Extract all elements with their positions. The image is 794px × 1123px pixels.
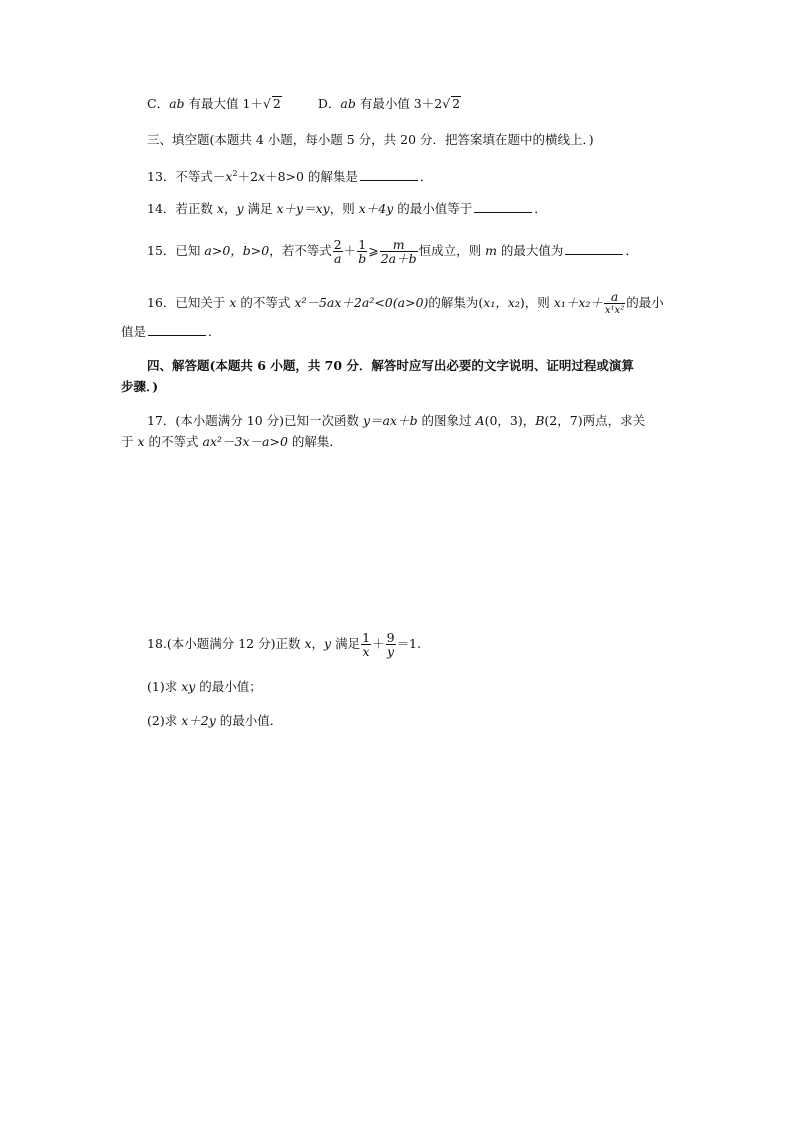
q15-plus: ＋ (343, 243, 357, 258)
q16-answer-blank[interactable] (148, 324, 206, 336)
q15-prefix: 15．已知 (147, 243, 205, 258)
option-c-var: ab (169, 96, 185, 111)
option-c-sqrt: 2 (272, 96, 281, 111)
question-15 (147, 234, 638, 268)
q17-function: y＝ax＋b (363, 413, 418, 428)
option-d-var: ab (340, 96, 356, 111)
q17-line1-b: 的图象过 (417, 413, 476, 428)
q14-answer-blank[interactable] (474, 201, 532, 213)
q18-f2-den: y (387, 644, 395, 659)
section4-heading-line2: 步骤．) (121, 379, 159, 394)
q17-point-a: A (475, 413, 485, 428)
q17-coord-b: (2，7)两点，求关 (544, 413, 646, 428)
q15-fraction-2-a (333, 238, 343, 265)
q16-roots: x₁，x₂ (483, 295, 520, 310)
q15-f2-num: 1 (358, 237, 367, 252)
q13-x1: x (225, 169, 233, 185)
q16-line2: 值是 (121, 324, 147, 339)
question-18-part2 (147, 713, 282, 729)
q16-text3: )，则 (519, 295, 554, 310)
q18-fraction-1-x (361, 631, 371, 658)
q14-end: ． (534, 201, 547, 216)
q13-answer-blank[interactable] (360, 169, 418, 181)
q16-f-num: a (604, 290, 625, 304)
q15-end: ． (625, 243, 638, 258)
q18-x: x (304, 636, 312, 651)
option-d-sqrt: 2 (452, 96, 461, 111)
option-d-text: 有最小值 3＋2 (355, 96, 443, 111)
q14-x: x (216, 201, 224, 216)
q16-prefix: 16．已知关于 (147, 295, 230, 310)
option-c-text: 有最大值 1＋ (184, 96, 263, 111)
q18-sub2-a: (2)求 (147, 713, 182, 728)
q15-text2: 恒成立，则 (418, 243, 486, 258)
q13-x2: x (258, 169, 266, 185)
question-18-part1 (147, 679, 262, 695)
q17-point-b: B (535, 413, 545, 428)
question-16-line2 (121, 324, 221, 340)
q16-x: x (229, 295, 237, 310)
q18-sub1-a: (1)求 (147, 679, 182, 694)
q15-answer-blank[interactable] (565, 243, 623, 255)
q16-fraction (604, 290, 625, 317)
q14-prefix: 14．若正数 (147, 201, 217, 216)
q18-sub2-b: 的最小值． (215, 713, 283, 728)
q17-line2-c: 的解集． (287, 434, 342, 449)
q15-f1-den: a (333, 251, 342, 266)
q18-tail: ＝1. (396, 636, 421, 651)
q14-text1: 满足 (243, 201, 277, 216)
q16-sum: x₁＋x₂＋ (553, 295, 603, 310)
question-17-line1 (147, 413, 645, 429)
q13-tail: ＋8>0 的解集是 (265, 169, 358, 185)
q14-text2: ，则 (329, 201, 359, 216)
q14-text3: 的最小值等于 (393, 201, 473, 216)
q15-f3-num: m (380, 238, 418, 252)
q15-fraction-m (380, 238, 418, 265)
section4-heading-line1: 四、解答题(本题共 6 小题，共 70 分．解答时应写出必要的文字说明、证明过程或演算 (147, 358, 634, 373)
q15-condition: a>0，b>0 (204, 243, 270, 258)
q17-line2-a: 于 (121, 434, 138, 449)
q18-y: y (324, 636, 332, 651)
q17-inequality: ax²－3x－a>0 (202, 434, 288, 449)
q16-end: ． (208, 324, 221, 339)
q15-geq: ⩾ (368, 243, 379, 258)
q15-text1: ，若不等式 (269, 243, 332, 258)
option-d-label: D． (317, 96, 341, 111)
q13-mid: ＋2 (237, 169, 259, 185)
q16-text1: 的不等式 (236, 295, 295, 310)
q14-equation: x＋y＝xy (276, 201, 330, 216)
q13-end: ． (419, 169, 433, 185)
q16-text4: 的最小 (626, 295, 664, 310)
q18-sub1-expr: xy (181, 679, 196, 694)
q18-f1-den: x (362, 644, 370, 659)
q15-text3: 的最大值为 (496, 243, 564, 258)
q15-m: m (485, 243, 497, 258)
q15-fraction-1-b (357, 238, 367, 265)
q18-sub1-b: 的最小值； (195, 679, 262, 694)
question-17-line2 (121, 434, 342, 450)
q13-exp: 2 (232, 169, 238, 178)
question-16-line1 (147, 286, 664, 320)
q18-prefix: 18.(本小题满分 12 分)正数 (147, 636, 305, 651)
q16-text2: 的解集为( (428, 295, 484, 310)
q15-f2-den: b (358, 251, 367, 266)
q17-line2-b: 的不等式 (144, 434, 203, 449)
q17-x: x (137, 434, 145, 449)
question-14 (147, 201, 547, 217)
q18-comma: ， (311, 636, 325, 651)
question-13 (147, 166, 432, 185)
q18-text1: 满足 (331, 636, 361, 651)
q15-f1-num: 2 (333, 237, 342, 252)
section3-heading: 三、填空题(本题共 4 小题，每小题 5 分，共 20 分．把答案填在题中的横线上．) (147, 132, 594, 147)
q16-inequality: x²－5ax＋2a²<0(a>0) (294, 295, 429, 310)
q14-y: y (236, 201, 244, 216)
q18-fraction-9-y (386, 631, 396, 658)
q18-sub2-expr: x＋2y (181, 713, 216, 728)
q14-comma: ， (223, 201, 237, 216)
q15-f3-den: 2a＋b (380, 251, 417, 266)
q14-expression: x＋4y (358, 201, 394, 216)
q18-plus: ＋ (372, 636, 385, 651)
q18-f1-num: 1 (362, 630, 371, 645)
q12-options: C．ab 有最大值 1＋√ 2 D．ab 有最小值 3＋2√ 2 (147, 96, 461, 111)
q18-f2-num: 9 (386, 630, 395, 645)
q17-coord-a: (0，3)， (484, 413, 536, 428)
q17-line1-a: 17．(本小题满分 10 分)已知一次函数 (147, 413, 363, 428)
option-c-label: C． (147, 96, 170, 111)
question-18 (147, 628, 421, 660)
q13-prefix: 13．不等式－ (147, 169, 226, 185)
q16-f-den: x¹x² (604, 305, 625, 316)
